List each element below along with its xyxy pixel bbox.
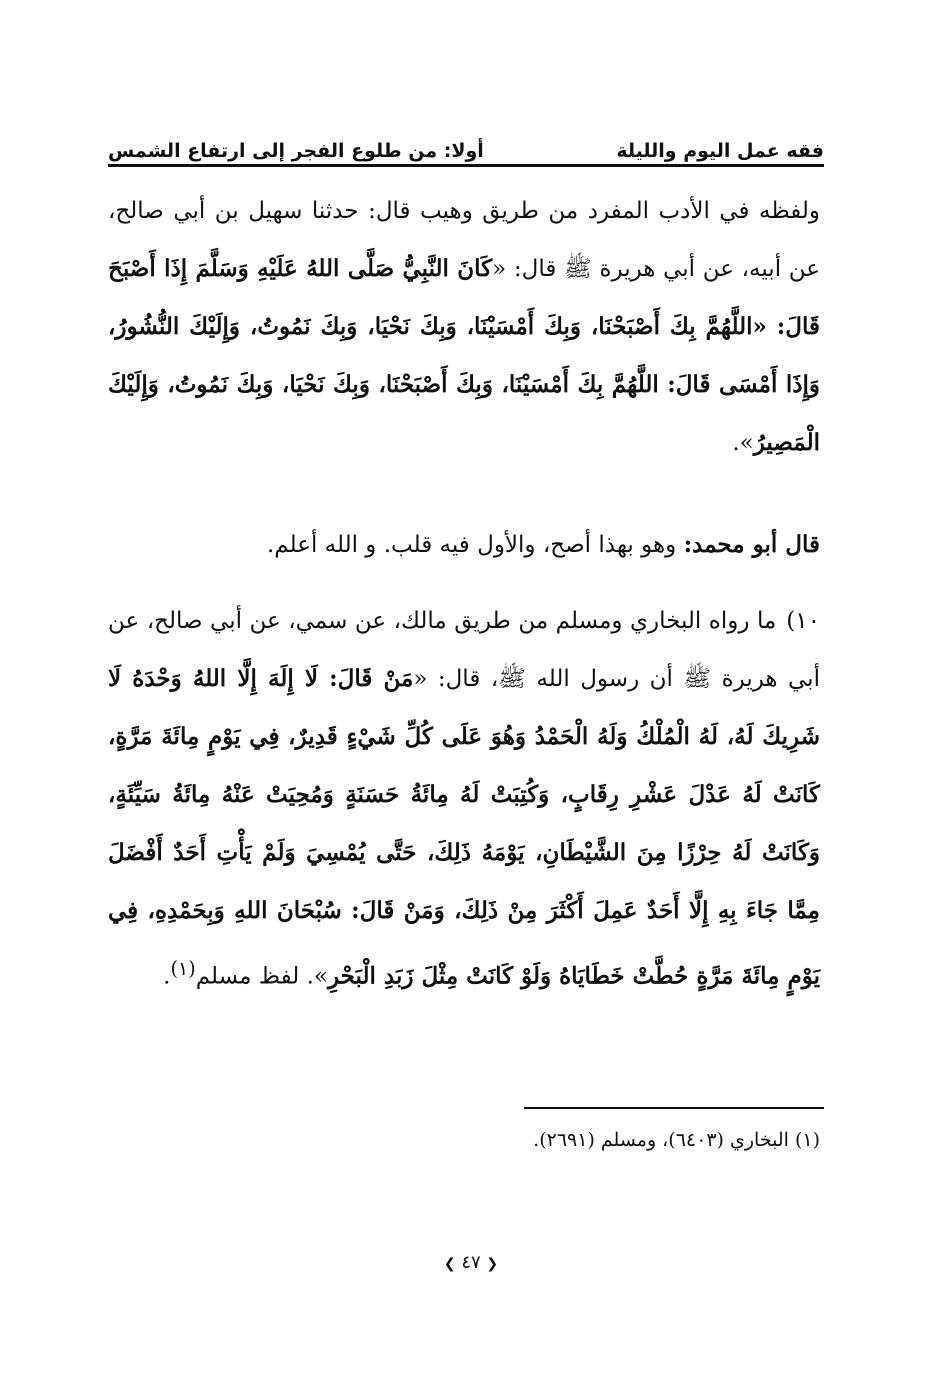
ornament-right-icon: ❯ bbox=[486, 1256, 499, 1272]
paragraph-item-10 bbox=[108, 592, 820, 1006]
section-title: أولا: من طلوع الفجر إلى ارتفاع الشمس bbox=[108, 140, 484, 162]
paragraph-end: . bbox=[163, 963, 171, 990]
hadith-text: مَنْ قَالَ: لَا إِلَهَ إِلَّا اللهُ وَحْدَهُ لَا شَرِيكَ لَهُ، لَهُ الْمُلْكُ وَلَهُ الْحَمْدُ وَهُوَ عَلَى كُلِّ شَيْءٍ قَدِيرٌ، فِي يَوْمٍ مِائَةَ مَرَّةٍ، كَانَتْ لَهُ عَدْلَ عَشْرِ رِقَابٍ، وَكُتِبَتْ لَهُ مِائَةُ حَسَنَةٍ وَمُحِيَتْ عَنْهُ مِائَةُ سَيِّئَةٍ، وَكَانَتْ لَهُ حِرْزًا مِنَ الشَّيْطَانِ، يَوْمَهُ ذَلِكَ، حَتَّى يُمْسِيَ وَلَمْ يَأْتِ أَحَدٌ أَفْضَلَ مِمَّا جَاءَ بِهِ إِلَّا أَحَدٌ عَمِلَ أَكْثَرَ مِنْ ذَلِكَ، وَمَنْ قَالَ: سُبْحَانَ اللهِ وَبِحَمْدِهِ، فِي يَوْمٍ مِائَةَ مَرَّةٍ حُطَّتْ خَطَايَاهُ وَلَوْ كَانَتْ مِثْلَ زَبَدِ الْبَحْرِ bbox=[108, 665, 820, 990]
hadith-text: كَانَ النَّبِيُّ صَلَّى اللهُ عَلَيْهِ وَسَلَّمَ إِذَا أَصْبَحَ قَالَ: «اللَّهُمَّ بِكَ أَصْبَحْنَا، وَبِكَ أَمْسَيْنَا، وَبِكَ نَحْيَا، وَبِكَ نَمُوتُ، وَإِلَيْكَ النُّشُورُ، وَإِذَا أَمْسَى قَالَ: اللَّهُمَّ بِكَ أَمْسَيْنَا، وَبِكَ أَصْبَحْنَا، وَبِكَ نَحْيَا، وَبِكَ نَمُوتُ، وَإِلَيْكَ الْمَصِيرُ bbox=[108, 255, 820, 456]
speaker: قال أبو محمد: bbox=[683, 531, 820, 558]
book-title: فقه عمل اليوم والليلة bbox=[616, 140, 824, 162]
page-number-text: ٤٧ bbox=[461, 1252, 481, 1273]
paragraph-adab-mufrad bbox=[108, 182, 820, 472]
comment-text: وهو بهذا أصح، والأول فيه قلب. و الله أعلم. bbox=[266, 532, 684, 558]
paragraph-intro: ولفظه في الأدب المفرد من طريق وهيب قال: حدثنا سهيل بن أبي صالح، عن أبيه، عن أبي هريرة ﷺ قال: « bbox=[108, 198, 820, 282]
quote-close: ». لفظ مسلم bbox=[195, 963, 328, 990]
footnote-ref[interactable]: (١) bbox=[170, 957, 196, 980]
ornament-left-icon: ❮ bbox=[443, 1256, 456, 1272]
item-number: ١٠) bbox=[786, 608, 820, 634]
header-rule bbox=[108, 164, 824, 167]
page-number bbox=[421, 1252, 521, 1273]
running-header bbox=[108, 128, 824, 162]
quote-close: ». bbox=[732, 430, 754, 456]
paragraph-abu-muhammad bbox=[108, 516, 820, 574]
footnote: (١) البخاري (٦٤٠٣)، ومسلم (٢٦٩١). bbox=[533, 1129, 820, 1151]
paragraph-intro: ما رواه البخاري ومسلم من طريق مالك، عن سمي، عن أبي صالح، عن أبي هريرة ﷺ أن رسول الله ﷺ، قال: « bbox=[108, 608, 820, 692]
footnote-rule bbox=[524, 1107, 824, 1109]
